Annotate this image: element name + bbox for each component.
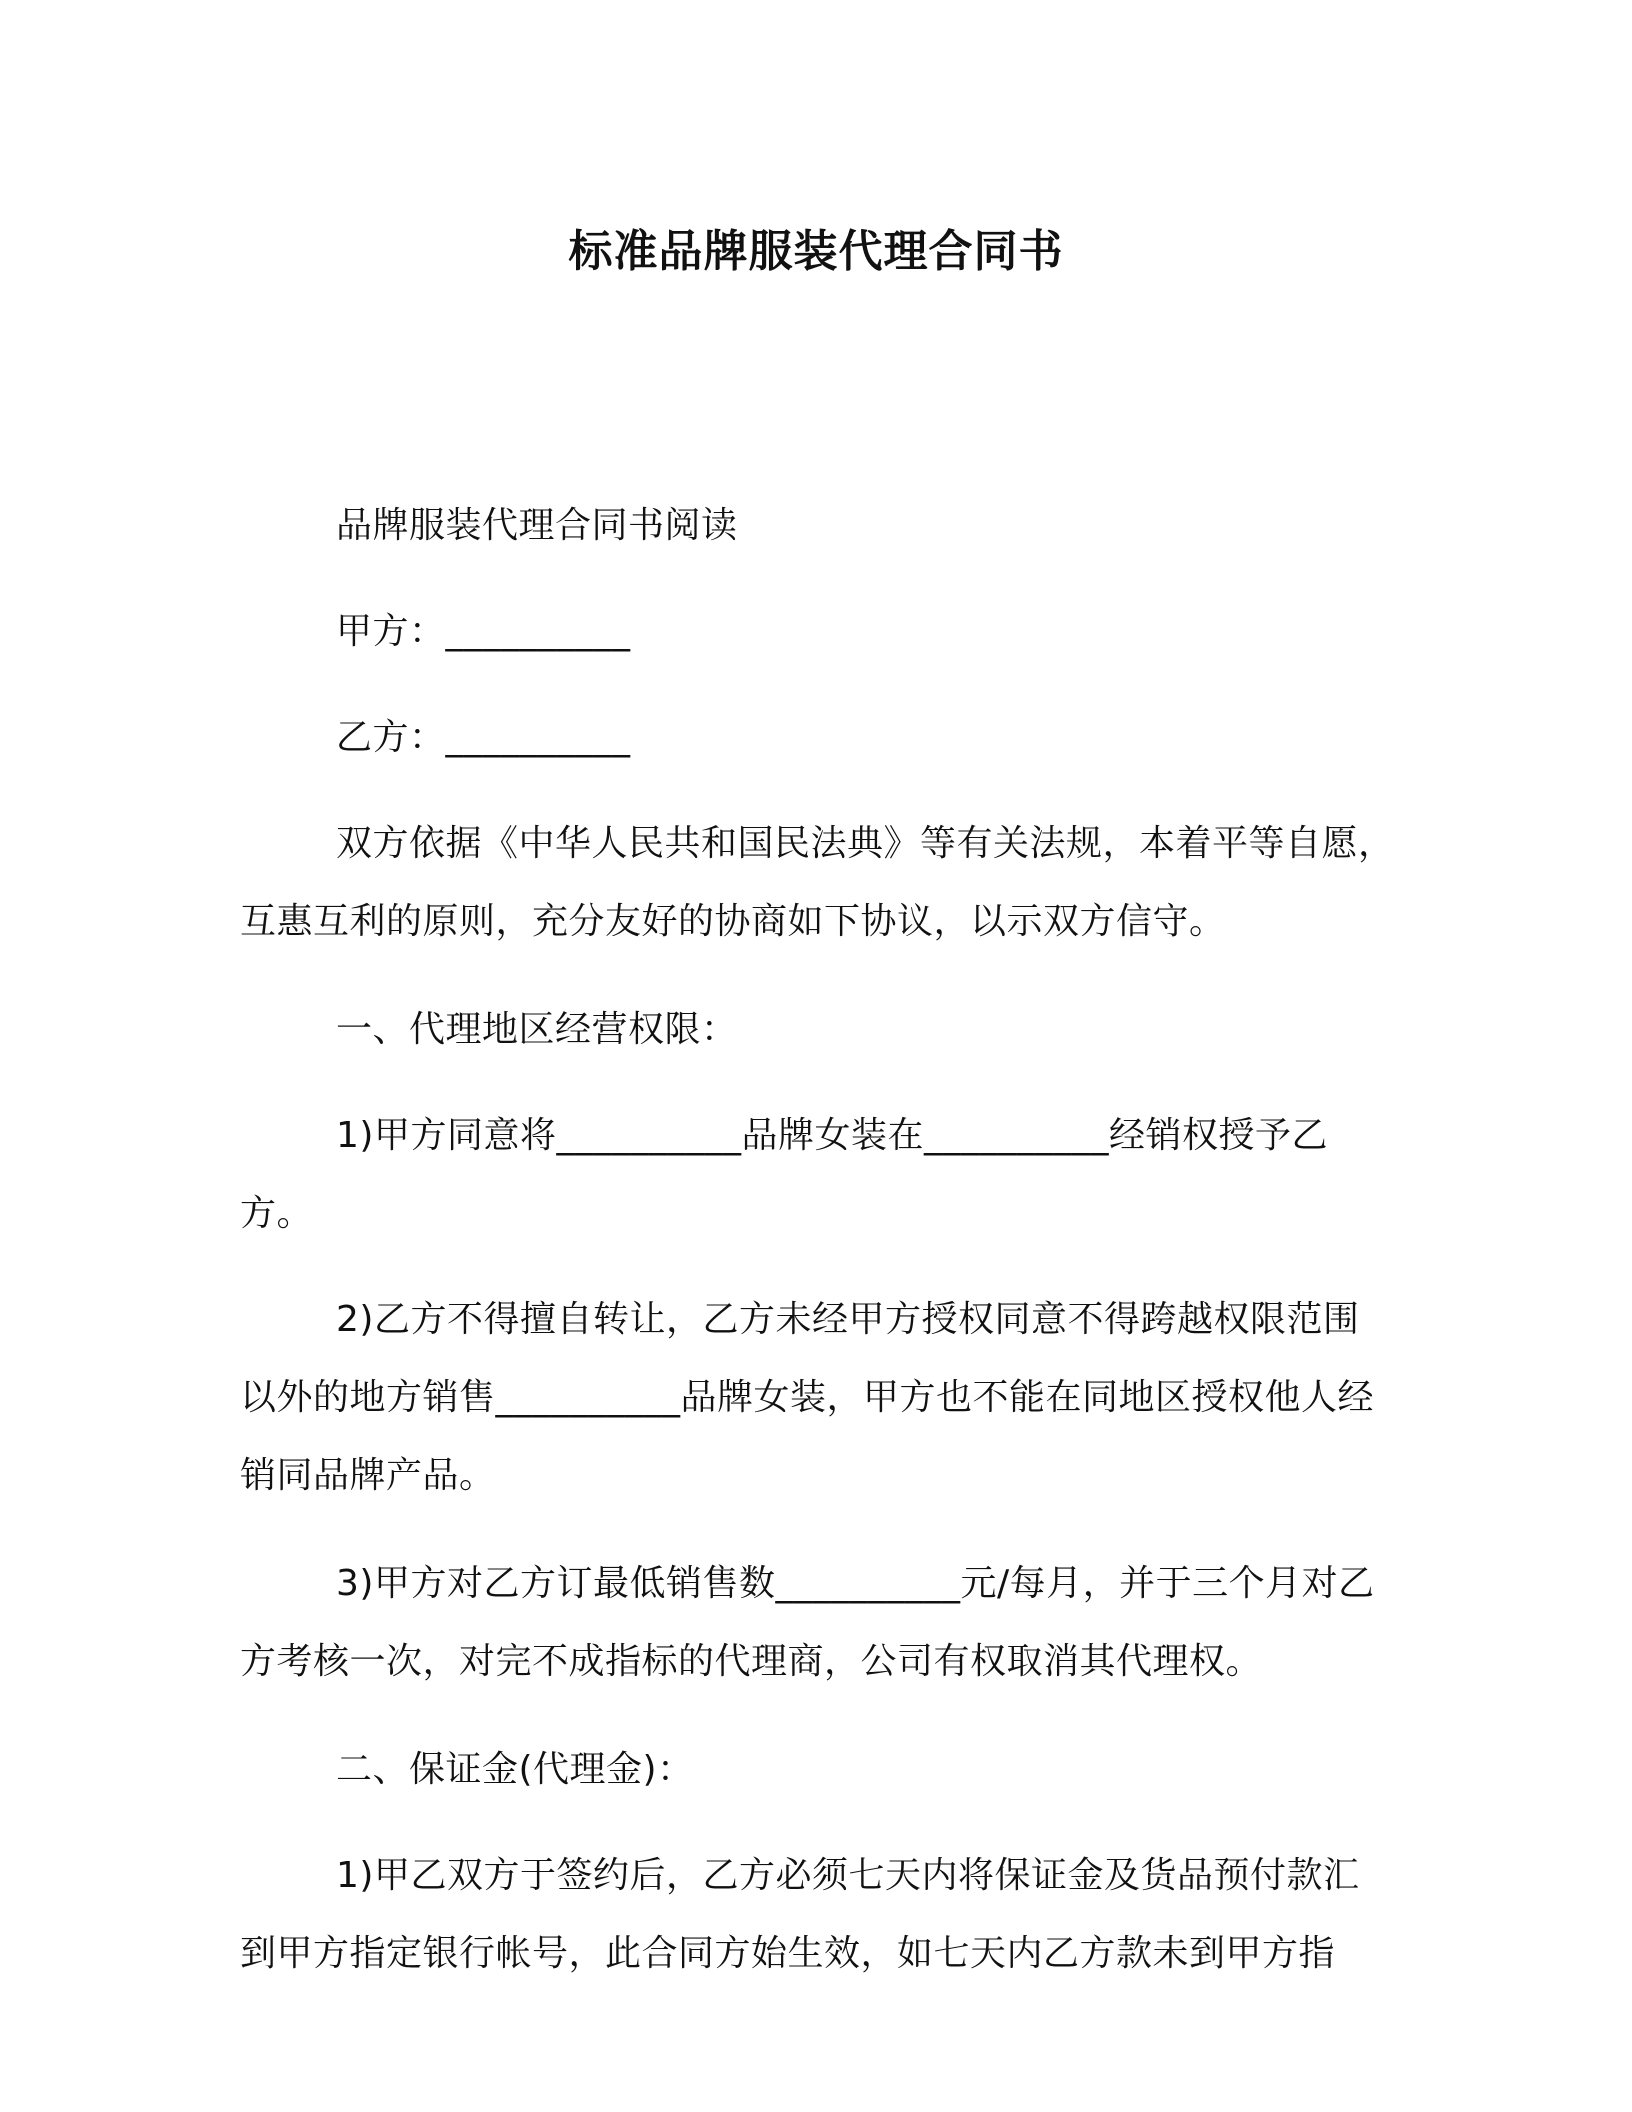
document-body xyxy=(240,487,1395,1993)
party-b-line: 乙方：__________ xyxy=(336,717,631,758)
preamble-paragraph: 双方依据《中华人民共和国民法典》等有关法规，本着平等自愿，互惠互利的原则，充分友好的协商如下协议，以示双方信守。 xyxy=(240,823,1395,942)
document-title: 标准品牌服装代理合同书 xyxy=(568,226,1064,277)
clause-1-1: 1)甲方同意将__________品牌女装在__________经销权授予乙方。 xyxy=(240,1115,1328,1234)
subtitle-line: 品牌服装代理合同书阅读 xyxy=(336,505,738,546)
clause-1-3: 3)甲方对乙方订最低销售数__________元/每月，并于三个月对乙方考核一次，对完不成指标的代理商，公司有权取消其代理权。 xyxy=(240,1563,1375,1682)
clause-2-1: 1)甲乙双方于签约后，乙方必须七天内将保证金及货品预付款汇到甲方指定银行帐号，此合同方始生效，如七天内乙方款未到甲方指 xyxy=(240,1855,1360,1974)
clause-1-2: 2)乙方不得擅自转让，乙方未经甲方授权同意不得跨越权限范围以外的地方销售__________品牌女装，甲方也不能在同地区授权他人经销同品牌产品。 xyxy=(240,1299,1375,1496)
section-heading-1: 一、代理地区经营权限： xyxy=(336,1009,738,1050)
party-a-line: 甲方：__________ xyxy=(336,611,631,652)
section-heading-2: 二、保证金(代理金)： xyxy=(336,1749,694,1790)
